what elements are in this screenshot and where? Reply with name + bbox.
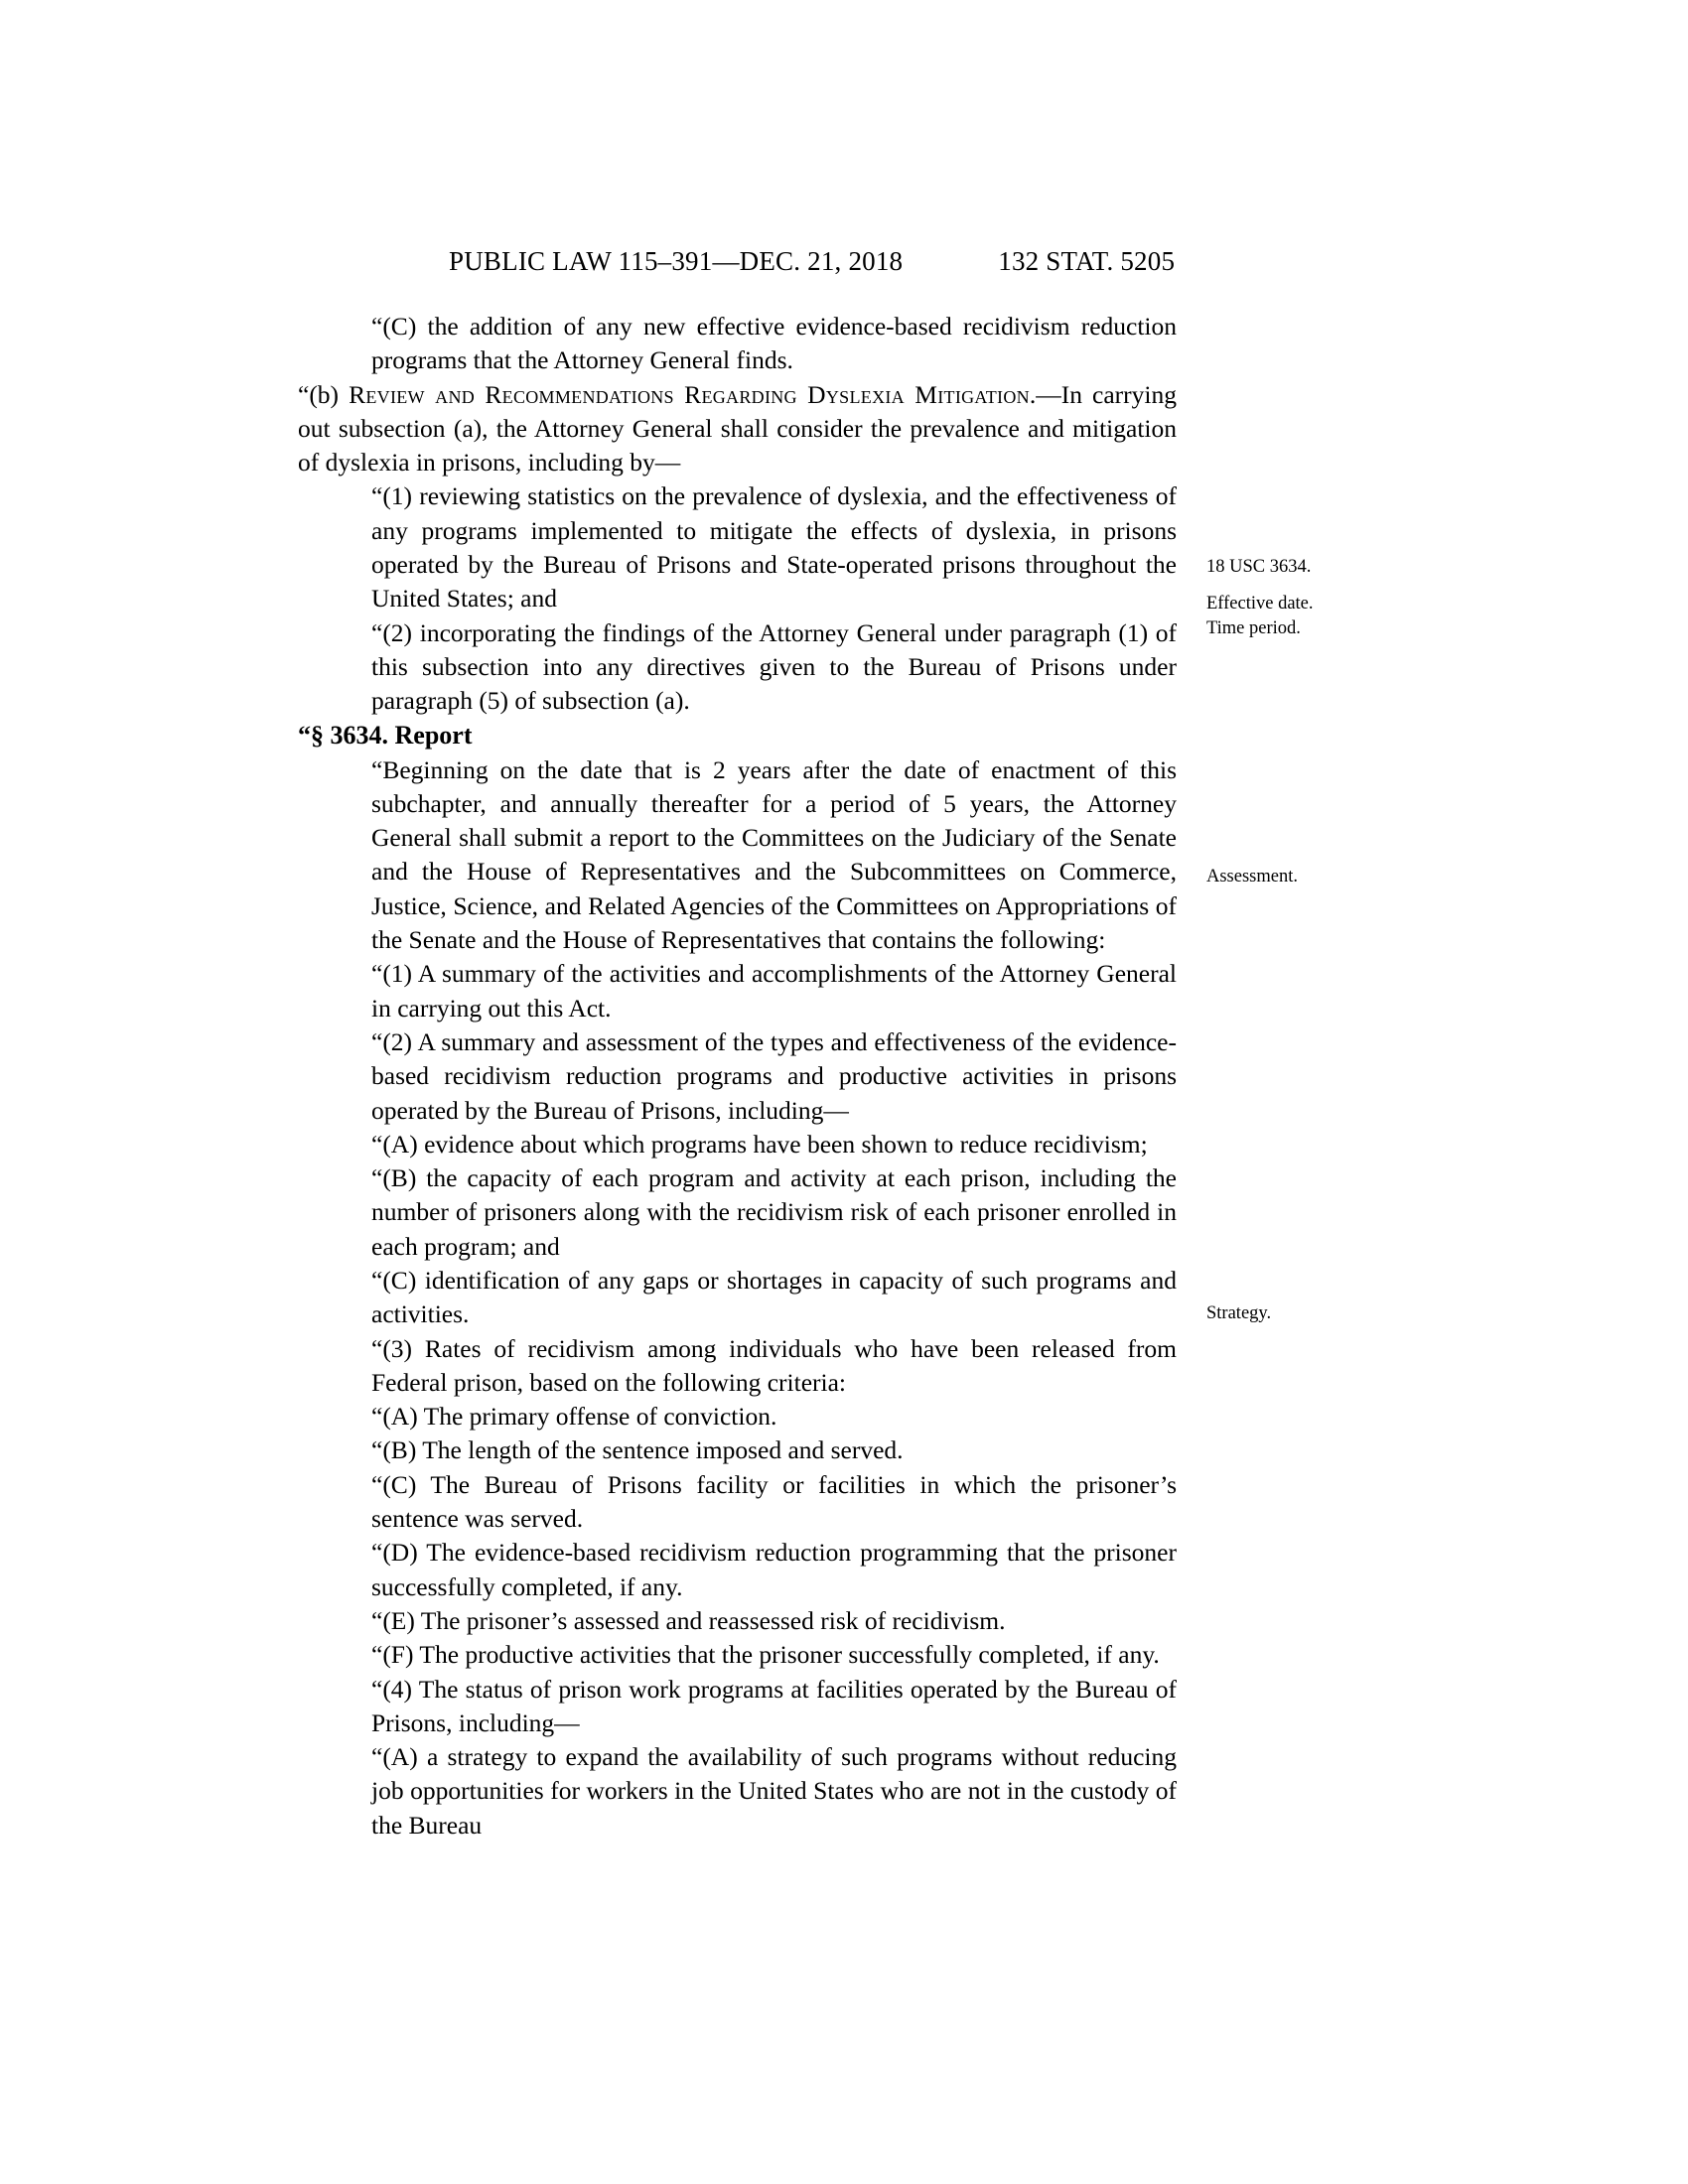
paragraph-b-heading: Review and Recommendations Regarding Dyslexia Mitigation (349, 379, 1030, 409)
paragraph-2b: “(B) the capacity of each program and activity at each prison, including the number of prisoners along with the recidivism risk of each prisoner enrolled in each program; and (371, 1163, 1177, 1261)
paragraph-report-intro: “Beginning on the date that is 2 years after the date of enactment of this subchapter, and annually thereafter for a period of 5 years, the Attorney General shall submit a report to the Committees on the Judiciary of the Senate and the House of Representatives and the Subcommittees on Commerce, Justice, Science, and Related Agencies of the Committees on Appropriations of the Senate and the House of Representatives that contains the following: (371, 754, 1177, 955)
public-law-citation: PUBLIC LAW 115–391—DEC. 21, 2018 (449, 246, 904, 276)
paragraph-4: “(4) The status of prison work programs at facilities operated by the Bureau of Prisons, including— (371, 1674, 1177, 1737)
paragraph-3c: “(C) The Bureau of Prisons facility or facilities in which the prisoner’s sentence was served. (371, 1469, 1177, 1534)
paragraph-b2: “(2) incorporating the findings of the Attorney General under paragraph (1) of this subsection into any directives given to the Bureau of Prisons under paragraph (5) of subsection (a). (371, 617, 1177, 716)
paragraph-c: “(C) the addition of any new effective evidence-based recidivism reduction programs that the Attorney General finds. (371, 312, 1177, 375)
paragraph-3f: “(F) The productive activities that the prisoner successfully completed, if any. (371, 1640, 1160, 1670)
page-header (449, 246, 1372, 277)
paragraph-3a: “(A) The primary offense of conviction. (371, 1402, 777, 1432)
sidenote-time-period: Time period. (1206, 618, 1301, 638)
paragraph-2a: “(A) evidence about which programs have been shown to reduce recidivism; (371, 1129, 1148, 1159)
sidenote-usc-ref: 18 USC 3634. (1206, 557, 1312, 577)
paragraph-3b: “(B) The length of the sentence imposed and served. (371, 1435, 904, 1465)
sidenote-effective-date: Effective date. (1206, 594, 1314, 614)
paragraph-3e: “(E) The prisoner’s assessed and reassessed risk of recidivism. (371, 1605, 1006, 1635)
statute-citation: 132 STAT. 5205 (998, 246, 1176, 276)
paragraph-2c: “(C) identification of any gaps or shortages in capacity of such programs and activities. (371, 1265, 1177, 1329)
sidenote-assessment: Assessment. (1206, 867, 1298, 887)
paragraph-3d: “(D) The evidence-based recidivism reduction programming that the prisoner successfully completed, if any. (371, 1538, 1177, 1601)
paragraph-b-text: .—In carrying out subsection (a), the Attorney General shall consider the prevalence and mitigation of dyslexia in prisons, including by— (298, 379, 1177, 478)
paragraph-b (298, 378, 1177, 480)
paragraph-3: “(3) Rates of recidivism among individuals who have been released from Federal prison, based on the following criteria: (371, 1333, 1177, 1397)
paragraph-1: “(1) A summary of the activities and accomplishments of the Attorney General in carrying out this Act. (371, 959, 1177, 1023)
sidenote-strategy: Strategy. (1206, 1303, 1272, 1323)
paragraph-2: “(2) A summary and assessment of the types and effectiveness of the evidence-based recidivism reduction programs and productive activities in prisons operated by the Bureau of Prisons, including— (371, 1026, 1177, 1125)
paragraph-b1: “(1) reviewing statistics on the prevalence of dyslexia, and the effectiveness of any programs implemented to mitigate the effects of dyslexia, in prisons operated by the Bureau of Prisons and State-operated prisons throughout the United States; and (371, 481, 1177, 614)
paragraph-4a: “(A) a strategy to expand the availability of such programs without reducing job opportunities for workers in the United States who are not in the custody of the Bureau (371, 1742, 1177, 1840)
section-heading-3634: “§ 3634. Report (298, 720, 473, 750)
main-text-column (298, 310, 1177, 1843)
paragraph-b-label: “(b) (298, 379, 350, 409)
